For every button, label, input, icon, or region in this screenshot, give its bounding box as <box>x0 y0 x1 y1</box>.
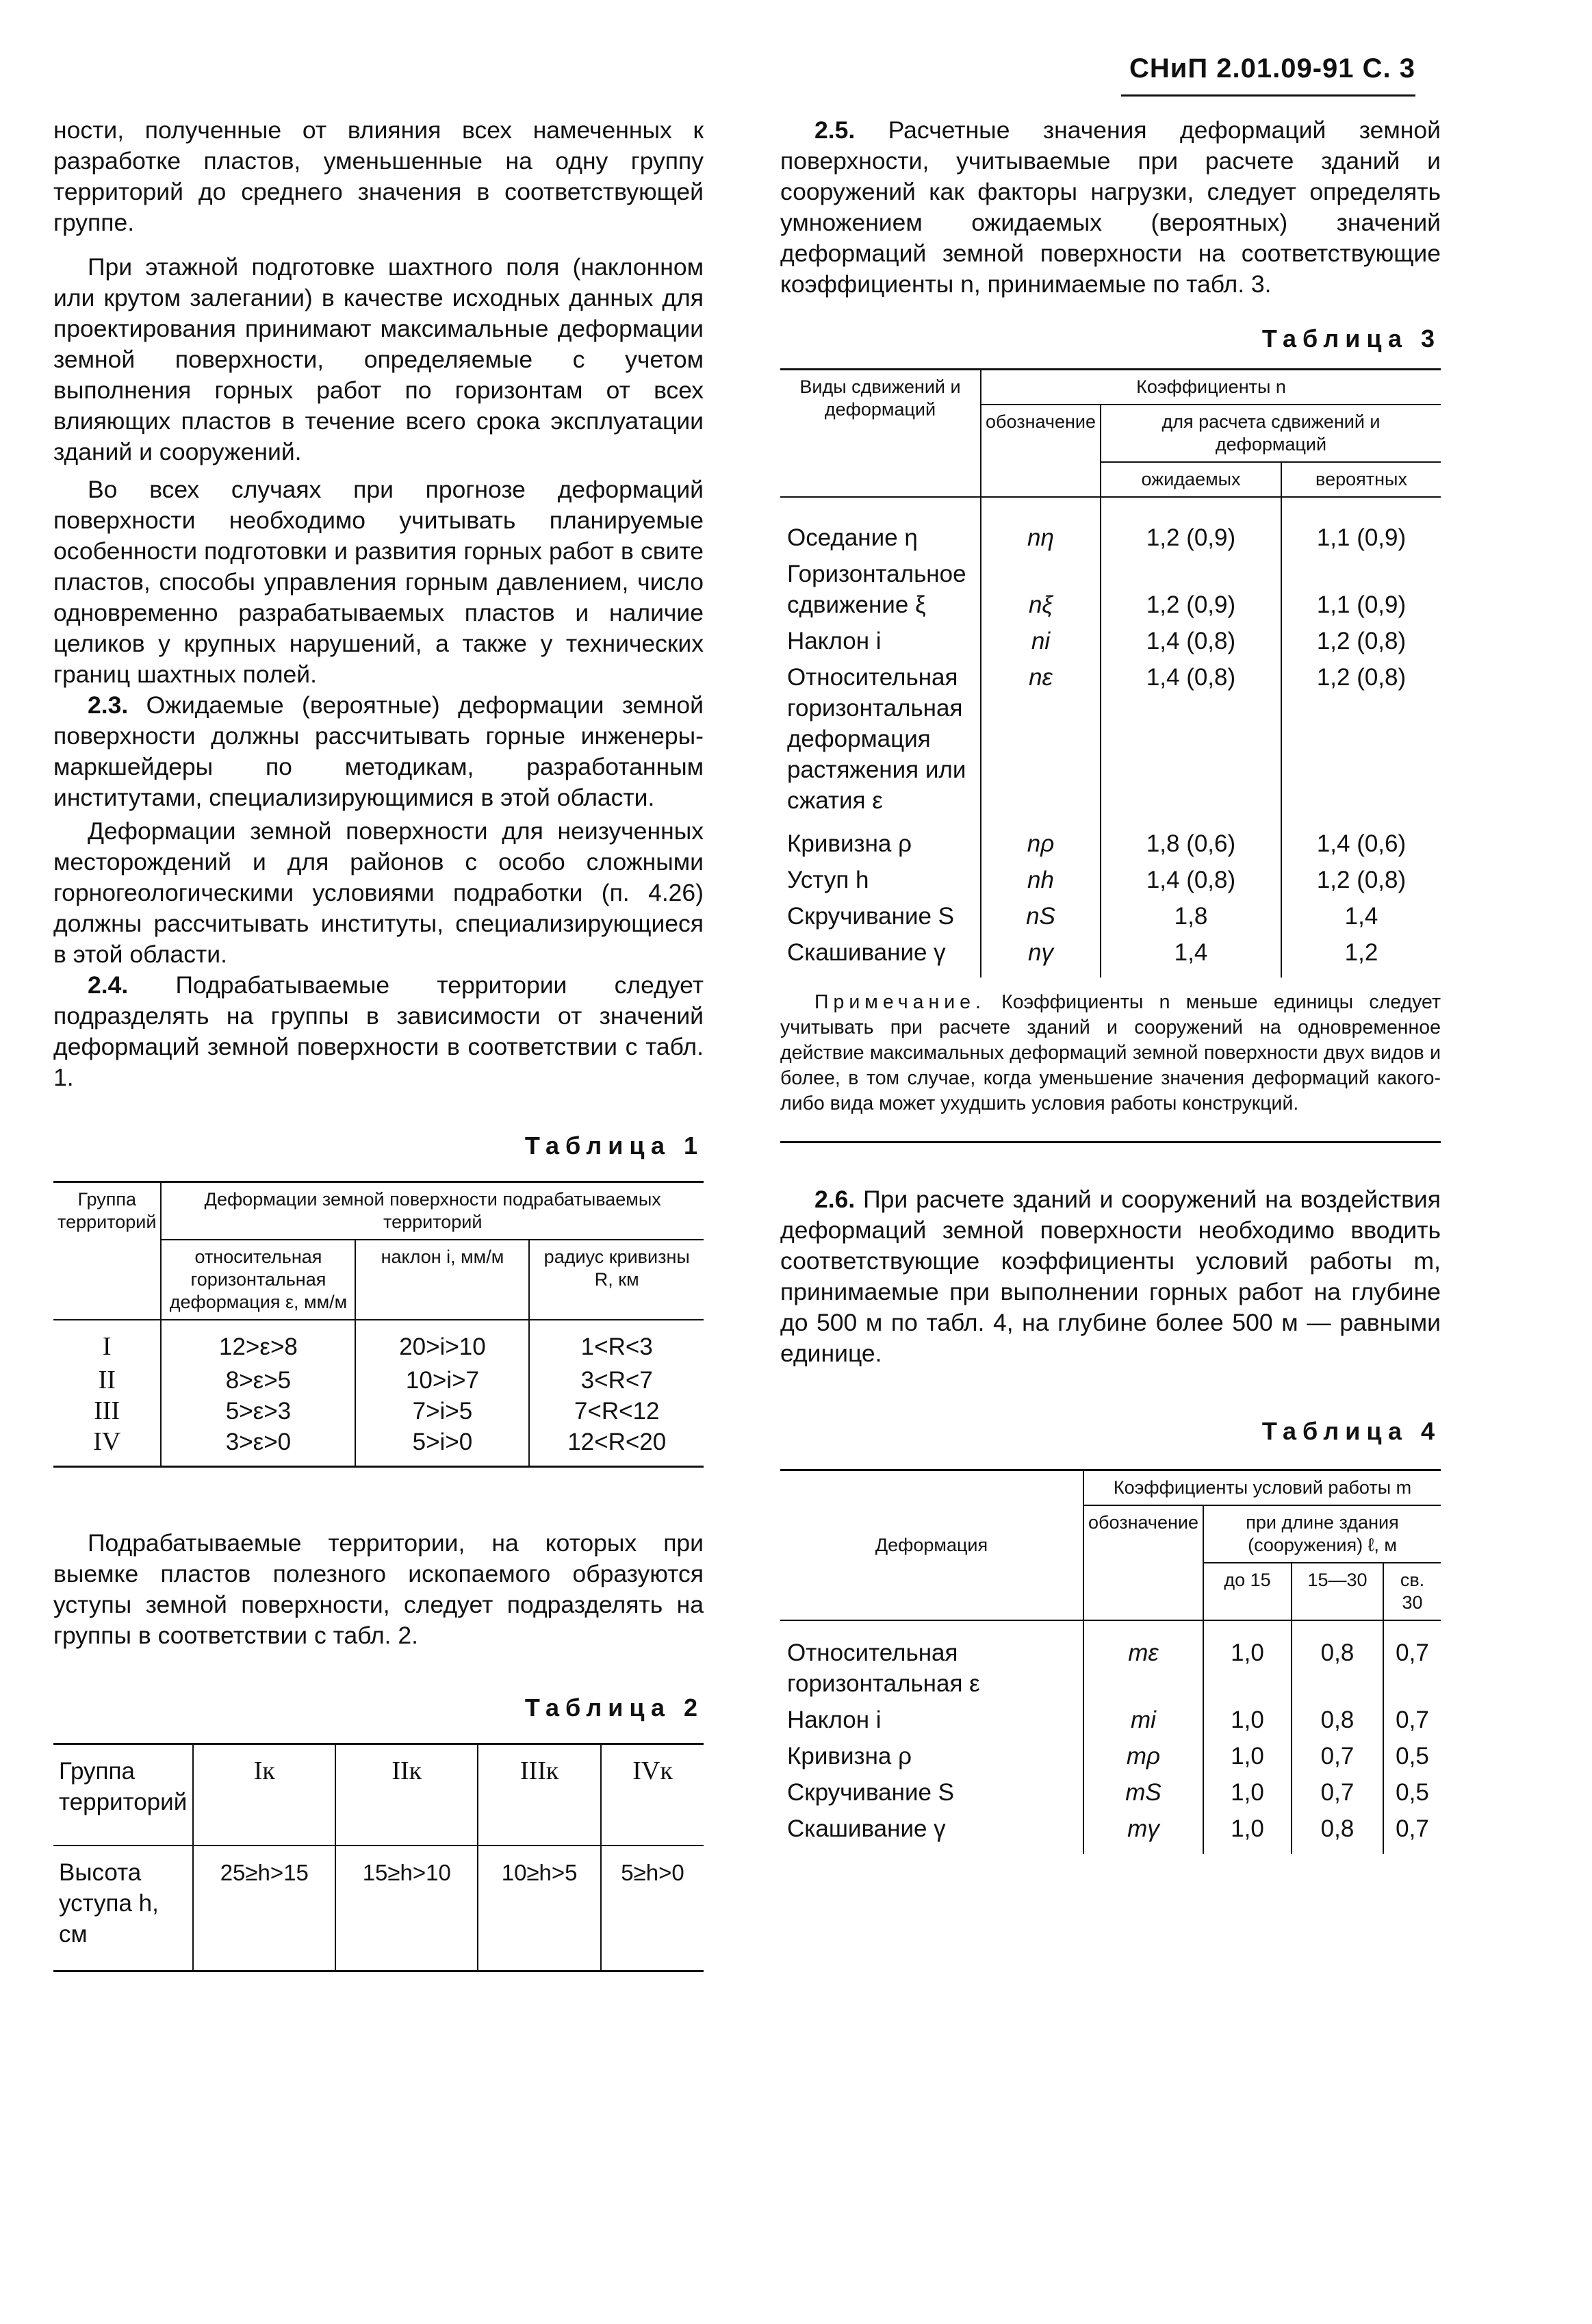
table-cell: mε <box>1083 1620 1203 1702</box>
table-cell: 1,2 (0,8) <box>1281 862 1441 898</box>
table-cell: Наклон i <box>787 628 882 654</box>
header-rule <box>1121 94 1415 97</box>
table-cell: Уступ h <box>787 867 869 893</box>
table-cell: 3>ε>0 <box>161 1427 355 1467</box>
paragraph-text: Расчетные значения деформаций земной поверхности, учитываемые при расчете зданий и сооружений как факторы нагрузки, следует определять умножением ожидаемых (вероятных) значений деформаций земной поверхности на соответствующие коэффициенты n, принимаемые по табл. 3. <box>780 116 1441 298</box>
table-cell: 0,8 <box>1292 1702 1383 1738</box>
left-column <box>53 115 704 1972</box>
table-cell: 1,1 (0,9) <box>1281 556 1441 623</box>
table-cell: Высота уступа h, см <box>53 1846 193 1971</box>
table-cell: Кривизна ρ <box>787 1743 912 1770</box>
table-cell: 25≥h>15 <box>193 1846 335 1971</box>
table-cell: nξ <box>981 556 1101 623</box>
clause-number: 2.6. <box>814 1186 856 1213</box>
table-4-caption: Таблица 4 <box>1261 1417 1441 1445</box>
table-cell: nρ <box>981 819 1101 862</box>
table-3 <box>780 368 1441 978</box>
table-header: Деформации земной поверхности подрабатываемых территорий <box>161 1182 704 1240</box>
table-header: 15—30 <box>1292 1563 1383 1620</box>
paragraph-text: Подрабатываемые территории следует подразделять на группы в зависимости от значений деформаций земной поверхности в соответствии с табл. 1. <box>53 971 704 1091</box>
table-cell: 7<R<12 <box>529 1396 704 1427</box>
paragraph: Во всех случаях при прогнозе деформаций поверхности необходимо учитывать планируемые особенности подготовки и развития горных работ в свите пластов, способы управления горным давлением, число одновременно разрабатываемых пластов и наличие целиков у крупных нарушений, а также у технических границ шахтных полей. <box>53 476 704 688</box>
table-cell: mγ <box>1083 1811 1203 1854</box>
table-cell: mS <box>1083 1774 1203 1811</box>
table-cell: 15≥h>10 <box>335 1846 478 1971</box>
table-header: ожидаемых <box>1101 462 1281 497</box>
table-cell: Кривизна ρ <box>787 830 912 857</box>
table-cell: 0,7 <box>1383 1811 1441 1854</box>
table-cell: 1,0 <box>1203 1811 1292 1854</box>
table-header: Виды сдвижений и деформаций <box>780 370 981 498</box>
table-header: Группа территорий <box>57 1189 157 1232</box>
table-header: до 15 <box>1203 1563 1292 1620</box>
table-cell: Скручивание S <box>787 1779 955 1806</box>
table-2-caption: Таблица 2 <box>524 1694 704 1722</box>
table-cell: 1,2 (0,9) <box>1101 497 1281 556</box>
table-3-caption: Таблица 3 <box>1261 324 1441 353</box>
table-cell: 8>ε>5 <box>161 1365 355 1396</box>
table-header: Коэффициенты условий работы m <box>1083 1470 1441 1506</box>
table-cell: 1,4 <box>1101 934 1281 978</box>
page-header: СНиП 2.01.09-91 С. 3 <box>1129 53 1415 84</box>
table-header: обозначение <box>981 405 1101 497</box>
table-cell: 1,2 <box>1281 934 1441 978</box>
table-cell: mi <box>1083 1702 1203 1738</box>
table-header: св. 30 <box>1383 1563 1441 1620</box>
paragraph-2-3 <box>53 690 704 813</box>
table-cell: 0,7 <box>1383 1702 1441 1738</box>
table-header: наклон i, мм/м <box>355 1240 529 1320</box>
section-rule <box>780 1141 1441 1143</box>
table-cell: 10>i>7 <box>355 1365 529 1396</box>
table-1-caption: Таблица 1 <box>524 1132 704 1160</box>
clause-number: 2.5. <box>814 116 856 144</box>
clause-number: 2.4. <box>88 971 129 999</box>
table-cell: Относительная горизонтальная деформация растяжения или сжатия ε <box>787 664 966 814</box>
table-header: обозначение <box>1083 1505 1203 1620</box>
table-header: радиус кривизны R, км <box>529 1240 704 1320</box>
table-cell: nh <box>981 862 1101 898</box>
table-cell: 0,5 <box>1383 1774 1441 1811</box>
table-header: вероятных <box>1281 462 1441 497</box>
table-cell: 1,2 (0,8) <box>1281 623 1441 659</box>
right-column <box>780 115 1441 1854</box>
table-cell: 5>i>0 <box>355 1427 529 1467</box>
table-header: относительная горизонтальная деформация ε, мм/м <box>161 1240 355 1320</box>
paragraph-2-4 <box>53 970 704 1093</box>
table-cell: 0,7 <box>1292 1738 1383 1774</box>
paragraph-2-5 <box>780 115 1441 300</box>
table-cell: 5≥h>0 <box>601 1846 704 1971</box>
table-cell: 1,0 <box>1203 1620 1292 1702</box>
table-header: Группа территорий <box>59 1758 188 1815</box>
table-cell: 1,0 <box>1203 1774 1292 1811</box>
table-header: IIIк <box>478 1744 601 1846</box>
table-cell: 1,8 (0,6) <box>1101 819 1281 862</box>
paragraph-text: Ожидаемые (вероятные) деформации земной поверхности должны рассчитывать горные инженеры-маркшейдеры по методикам, разработанным институтами, специализирующимися в этой области. <box>53 691 704 811</box>
table-cell: 12<R<20 <box>529 1427 704 1467</box>
table-cell: I <box>53 1320 161 1365</box>
table-3-note <box>780 990 1441 1116</box>
table-cell: nε <box>981 659 1101 819</box>
table-cell: 1,4 (0,6) <box>1281 819 1441 862</box>
table-cell: 12>ε>8 <box>161 1320 355 1365</box>
table-header: Iк <box>193 1744 335 1846</box>
table-cell: 1,0 <box>1203 1738 1292 1774</box>
paragraph-2-6 <box>780 1184 1441 1369</box>
table-cell: 0,5 <box>1383 1738 1441 1774</box>
table-cell: 0,8 <box>1292 1811 1383 1854</box>
table-cell: nγ <box>981 934 1101 978</box>
table-cell: Горизонтальное сдвижение ξ <box>787 561 966 618</box>
table-cell: 1,4 (0,8) <box>1101 659 1281 819</box>
table-cell: 0,8 <box>1292 1620 1383 1702</box>
table-4 <box>780 1469 1441 1854</box>
table-cell: III <box>94 1396 120 1425</box>
table-2 <box>53 1743 704 1972</box>
table-cell: 1,0 <box>1203 1702 1292 1738</box>
table-cell: 10≥h>5 <box>478 1846 601 1971</box>
table-cell: 1,2 (0,8) <box>1281 659 1441 819</box>
table-cell: II <box>98 1366 116 1394</box>
paragraph-text: При расчете зданий и сооружений на воздействия деформаций земной поверхности необходимо вводить соответствующие коэффициенты условий работы m, принимаемые при выполнении горных работ на глубине до 500 м по табл. 4, на глубине более 500 м — равными единице. <box>780 1186 1441 1367</box>
table-cell: 5>ε>3 <box>161 1396 355 1427</box>
table-cell: 1,4 (0,8) <box>1101 862 1281 898</box>
table-cell: 3<R<7 <box>529 1365 704 1396</box>
table-header: IIк <box>335 1744 478 1846</box>
table-cell: 0,7 <box>1292 1774 1383 1811</box>
table-cell: 20>i>10 <box>355 1320 529 1365</box>
table-header: Деформация <box>780 1470 1083 1621</box>
table-cell: Скашивание γ <box>787 939 946 966</box>
table-cell: 1,2 (0,9) <box>1101 556 1281 623</box>
note-text: Коэффициенты n меньше единицы следует учитывать при расчете зданий и сооружений на одновременное действие максимальных деформаций земной поверхности двух видов и более, в том случае, когда уменьшение значения деформаций какого-либо вида может ухудшить условия работы конструкций. <box>780 991 1441 1114</box>
table-cell: IV <box>93 1427 121 1456</box>
table-cell: nS <box>981 898 1101 934</box>
table-1 <box>53 1181 704 1468</box>
table-cell: Относительная горизонтальная ε <box>787 1639 980 1697</box>
table-cell: ni <box>981 623 1101 659</box>
table-cell: 1<R<3 <box>529 1320 704 1365</box>
paragraph: ности, полученные от влияния всех намеченных к разработке пластов, уменьшенные на одну группу территорий до среднего значения в соответствующей группе. <box>53 116 704 236</box>
table-cell: 0,7 <box>1383 1620 1441 1702</box>
table-cell: 1,4 <box>1281 898 1441 934</box>
table-cell: nη <box>981 497 1101 556</box>
paragraph: Подрабатываемые территории, на которых при выемке пластов полезного ископаемого образуются уступы земной поверхности, следует подразделять на группы в соответствии с табл. 2. <box>53 1529 704 1649</box>
table-header: для расчета сдвижений и деформаций <box>1101 405 1441 462</box>
table-header: IVк <box>601 1744 704 1846</box>
table-cell: 1,1 (0,9) <box>1281 497 1441 556</box>
paragraph: При этажной подготовке шахтного поля (наклонном или крутом залегании) в качестве исходных данных для проектирования принимают максимальные деформации земной поверхности, определяемые с учетом выполнения горных работ по горизонтам от всех влияющих пластов в течение всего срока эксплуатации зданий и сооружений. <box>53 253 704 465</box>
table-cell: Оседание η <box>787 524 918 551</box>
table-cell: Скашивание γ <box>787 1815 946 1842</box>
table-cell: 1,4 (0,8) <box>1101 623 1281 659</box>
table-header: при длине здания (сооружения) ℓ, м <box>1203 1505 1441 1563</box>
table-cell: mρ <box>1083 1738 1203 1774</box>
paragraph: Деформации земной поверхности для неизученных месторождений и для районов с особо сложными горногеологическими условиями подработки (п. 4.26) должны рассчитывать институты, специализирующиеся в этой области. <box>53 817 704 968</box>
table-cell: 1,8 <box>1101 898 1281 934</box>
clause-number: 2.3. <box>88 691 129 719</box>
table-cell: 7>i>5 <box>355 1396 529 1427</box>
table-header: Коэффициенты n <box>981 370 1441 405</box>
note-label: Примечание. <box>814 991 986 1013</box>
table-cell: Наклон i <box>787 1707 882 1733</box>
table-cell: Скручивание S <box>787 903 955 930</box>
